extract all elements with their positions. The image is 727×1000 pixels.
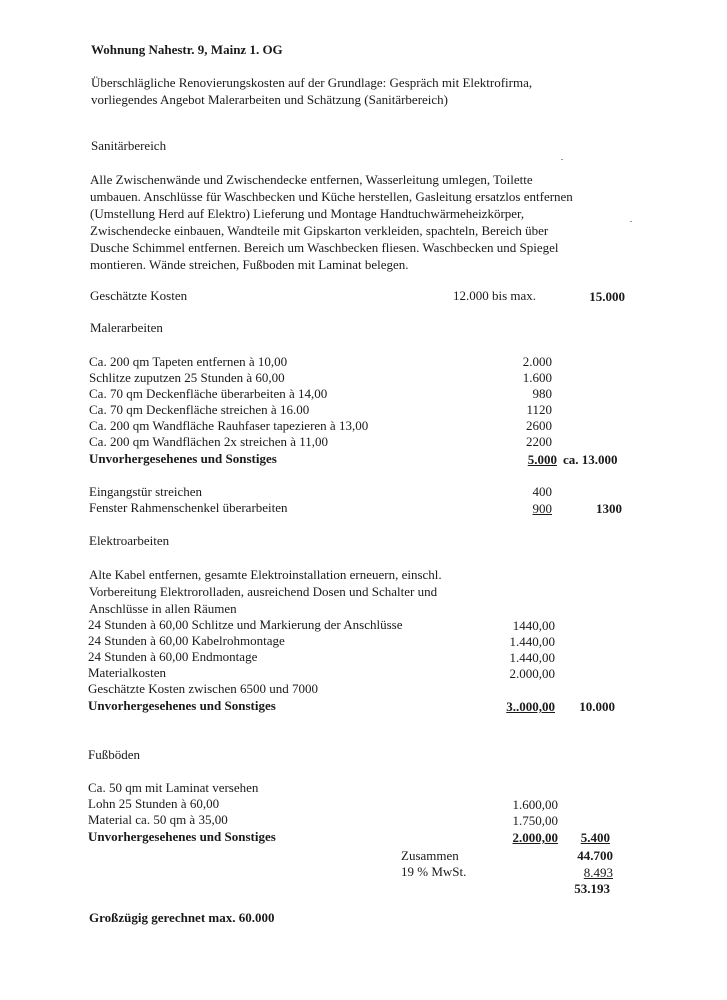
maler-item-label: Ca. 200 qm Tapeten entfernen à 10,00 [89,354,288,369]
maler-item-amount: 980 [532,386,552,401]
maler-total2: 1300 [596,501,622,516]
elektro-total: 10.000 [579,699,615,714]
elektro-estimate-line: Geschätzte Kosten zwischen 6500 und 7000 [88,681,318,696]
maler-item-amount: 1.600 [522,370,552,385]
elektro-item-amount: 2.000,00 [509,666,555,681]
boden-item-label: Lohn 25 Stunden à 60,00 [88,796,220,811]
maler-item-amount: 2600 [526,418,552,433]
maler-total: ca. 13.000 [563,452,618,467]
final-estimate-line: Großzügig gerechnet max. 60.000 [89,910,275,925]
elektro-item-label: Materialkosten [88,665,166,680]
sanitaer-text-line: (Umstellung Herd auf Elektro) Lieferung und Montage Handtuchwärmeheizkörper, [90,206,525,221]
maler-item-amount: 2.000 [522,354,552,369]
sum-label: Zusammen [401,848,459,863]
boden-heading: Fußböden [88,747,140,762]
maler-item2-label: Eingangstür streichen [89,484,202,499]
sanitaer-text-line: umbauen. Anschlüsse für Waschbecken und Küche herstellen, Gasleitung ersatzlos entfernen [90,189,573,204]
maler-item-label: Ca. 70 qm Deckenfläche streichen à 16.00 [89,402,310,417]
boden-extra-amount: 2.000,00 [512,830,558,845]
maler-extra-amount: 5.000 [527,452,557,467]
sum-value: 44.700 [577,848,613,863]
sanitaer-cost-total: 15.000 [589,289,625,304]
elektro-text-line: Anschlüsse in allen Räumen [89,601,237,616]
scan-speck [561,159,563,160]
sanitaer-text-line: Alle Zwischenwände und Zwischendecke entfernen, Wasserleitung umlegen, Toilette [90,172,533,187]
elektro-heading: Elektroarbeiten [89,533,170,548]
sanitaer-text-line: montieren. Wände streichen, Fußboden mit Laminat belegen. [90,257,409,272]
intro-line-1: Überschlägliche Renovierungskosten auf der Grundlage: Gespräch mit Elektrofirma, [91,75,533,90]
maler-item2-amount: 900 [532,501,552,516]
boden-item-label: Ca. 50 qm mit Laminat versehen [88,780,259,795]
sanitaer-cost-range: 12.000 bis max. [453,288,537,303]
vat-label: 19 % MwSt. [401,864,467,879]
elektro-item-amount: 1440,00 [512,618,555,633]
maler-item2-amount: 400 [532,484,552,499]
vat-value: 8.493 [583,865,613,880]
maler-item-amount: 2200 [526,434,552,449]
elektro-item-label: 24 Stunden à 60,00 Kabelrohmontage [88,633,285,648]
elektro-extra-label: Unvorhergesehenes und Sonstiges [88,698,276,713]
maler-item-label: Schlitze zuputzen 25 Stunden à 60,00 [89,370,285,385]
boden-total: 5.400 [580,830,610,845]
maler-extra-label: Unvorhergesehenes und Sonstiges [89,451,277,466]
maler-item2-label: Fenster Rahmenschenkel überarbeiten [89,500,288,515]
document-title: Wohnung Nahestr. 9, Mainz 1. OG [91,42,283,57]
sanitaer-heading: Sanitärbereich [91,138,167,153]
elektro-item-label: 24 Stunden à 60,00 Schlitze und Markierung der Anschlüsse [88,617,403,632]
maler-item-amount: 1120 [526,402,552,417]
sanitaer-text-line: Zwischendecke einbauen, Wandteile mit Gipskarton verkleiden, spachteln, Bereich über [90,223,549,238]
elektro-item-amount: 1.440,00 [509,634,555,649]
boden-item-label: Material ca. 50 qm à 35,00 [88,812,228,827]
sanitaer-cost-label: Geschätzte Kosten [90,288,188,303]
boden-extra-label: Unvorhergesehenes und Sonstiges [88,829,276,844]
elektro-extra-amount: 3..000,00 [506,699,555,714]
scan-speck [630,221,632,222]
intro-line-2: vorliegendes Angebot Malerarbeiten und Schätzung (Sanitärbereich) [91,92,449,107]
maler-item-label: Ca. 200 qm Wandfläche Rauhfaser tapezieren à 13,00 [89,418,369,433]
elektro-text-line: Vorbereitung Elektrorolladen, ausreichend Dosen und Schalter und [89,584,438,599]
maler-item-label: Ca. 70 qm Deckenfläche überarbeiten à 14,00 [89,386,328,401]
boden-item-amount: 1.600,00 [512,797,558,812]
grand-total: 53.193 [574,881,610,896]
maler-item-label: Ca. 200 qm Wandflächen 2x streichen à 11,00 [89,434,329,449]
elektro-item-label: 24 Stunden à 60,00 Endmontage [88,649,258,664]
sanitaer-text-line: Dusche Schimmel entfernen. Bereich um Waschbecken fliesen. Waschbecken und Spiegel [90,240,559,255]
elektro-text-line: Alte Kabel entfernen, gesamte Elektroinstallation erneuern, einschl. [89,567,442,582]
boden-item-amount: 1.750,00 [512,813,558,828]
maler-heading: Malerarbeiten [90,320,163,335]
elektro-item-amount: 1.440,00 [509,650,555,665]
